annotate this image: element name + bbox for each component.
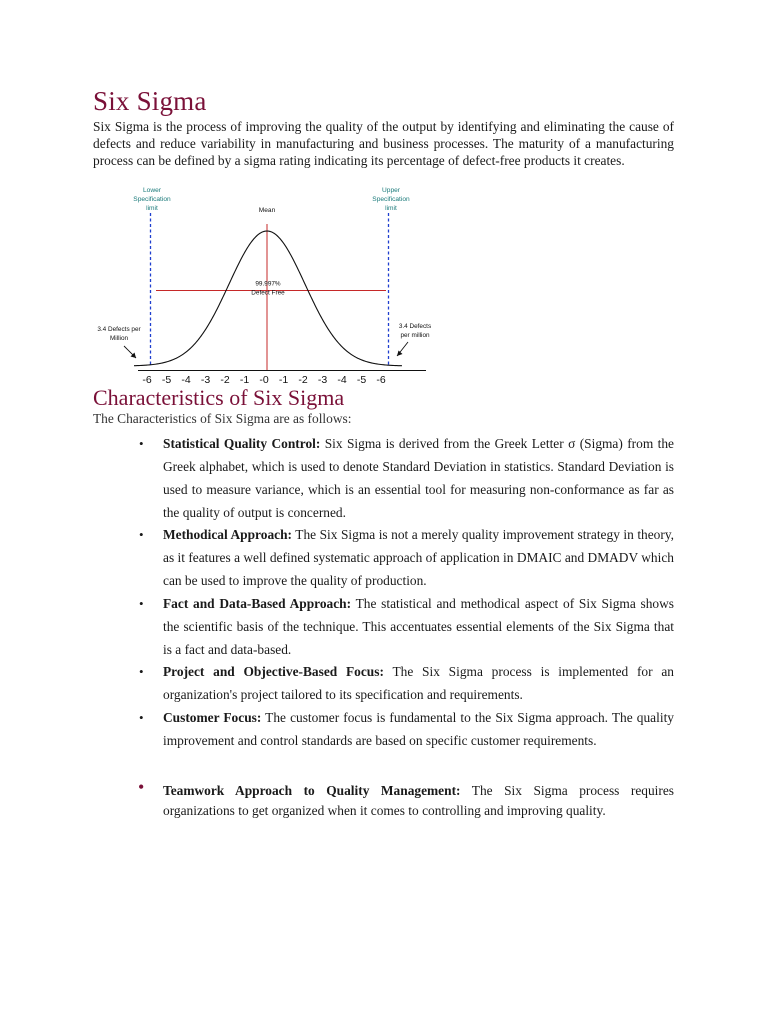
intro-paragraph: Six Sigma is the process of improving the quality of the output by identifying and eliminating the cause of defects and reduce variability in manufacturing and business processes. The maturity of a manufacturing process can be defined by a sigma rating indicating its percentage of defect-free products it creates.: [93, 119, 674, 168]
left-tail-label-1: 3.4 Defects per: [97, 326, 141, 333]
left-tail-label-2: Million: [109, 335, 129, 342]
list-item-term: Statistical Quality Control:: [163, 436, 321, 451]
lower-spec-label-1: Lower: [143, 187, 161, 194]
list-item: [139, 592, 674, 661]
list-item-text: Six Sigma is derived from the Greek Letter σ (Sigma) from the Greek alphabet, which is used to denote Standard Deviation in statistics. Standard Deviation is used to measure variance, which is an essential tool for measuring non-conformance as far as the quality of output is concerned.: [163, 436, 675, 520]
x-tick-label: -3: [200, 374, 211, 386]
lower-spec-label-2: Specification: [133, 196, 171, 203]
list-item-text: The Six Sigma process is implemented for an organization's project tailored to its specification and requirements.: [163, 664, 674, 702]
x-tick-label: -6: [142, 374, 152, 386]
x-tick-label: -2: [220, 374, 230, 386]
upper-spec-label-2: Specification: [372, 196, 410, 203]
bell-curve: [134, 231, 402, 366]
bullet-icon: •: [139, 664, 144, 679]
list-item-term: Methodical Approach:: [163, 527, 292, 542]
x-tick-label: -0: [259, 374, 269, 386]
x-tick-label: -1: [278, 374, 289, 386]
list-item-text: The statistical and methodical aspect of Six Sigma shows the scientific basis of the technique. This accentuates essential elements of the Six Sigma that is a fact and data-based.: [163, 596, 674, 657]
list-item: [139, 660, 674, 706]
upper-spec-label-3: limit: [385, 205, 397, 212]
bullet-icon: •: [139, 596, 144, 611]
bell-curve-svg: [86, 184, 436, 388]
section-lead: The Characteristics of Six Sigma are as follows:: [93, 411, 352, 426]
right-tail-arrowhead: [397, 351, 403, 357]
defect-free-label-1: 99.997%: [255, 280, 281, 288]
section-title: Characteristics of Six Sigma: [93, 385, 345, 410]
six-sigma-chart: [86, 184, 436, 388]
x-tick-label: -3: [317, 374, 328, 386]
x-tick-label: -1: [239, 374, 250, 386]
list-item-text: The Six Sigma process requires organizations to get organized when it comes to controlling and improving quality.: [163, 783, 675, 818]
bullet-icon: •: [139, 527, 144, 542]
list-item: [139, 706, 674, 752]
list-item-term: Fact and Data-Based Approach:: [163, 596, 352, 611]
bullet-icon: •: [139, 436, 144, 451]
defect-free-label-2: Defect Free: [251, 289, 285, 297]
x-tick-label: -6: [376, 374, 386, 386]
list-item: [139, 432, 675, 524]
right-tail-label-2: per million: [400, 332, 430, 339]
right-tail-label-1: 3.4 Defects: [398, 323, 432, 330]
list-item-term: Customer Focus:: [163, 710, 262, 725]
x-tick-label: -5: [356, 374, 367, 386]
x-tick-label: -4: [181, 374, 191, 386]
list-item-text: The customer focus is fundamental to the Six Sigma approach. The quality improvement and control standards are based on specific customer requirements.: [163, 710, 674, 748]
bullet-icon: •: [138, 777, 145, 797]
list-item-term: Project and Objective-Based Focus:: [163, 664, 384, 679]
list-item-text: The Six Sigma is not a merely quality improvement strategy in theory, as it features a well defined systematic approach of application in DMAIC and DMADV which can be used to improve the quality of production.: [163, 527, 675, 588]
list-item-term: Teamwork Approach to Quality Management:: [163, 783, 461, 798]
list-item: [139, 523, 675, 592]
page-title: Six Sigma: [93, 86, 207, 116]
bullet-icon: •: [139, 710, 144, 725]
x-tick-label: -5: [161, 374, 172, 386]
x-tick-label: -4: [337, 374, 347, 386]
list-item: [138, 777, 675, 820]
upper-spec-label-1: Upper: [382, 187, 400, 194]
lower-spec-label-3: limit: [146, 205, 158, 212]
x-tick-label: -2: [298, 374, 308, 386]
mean-label: Mean: [258, 207, 276, 214]
